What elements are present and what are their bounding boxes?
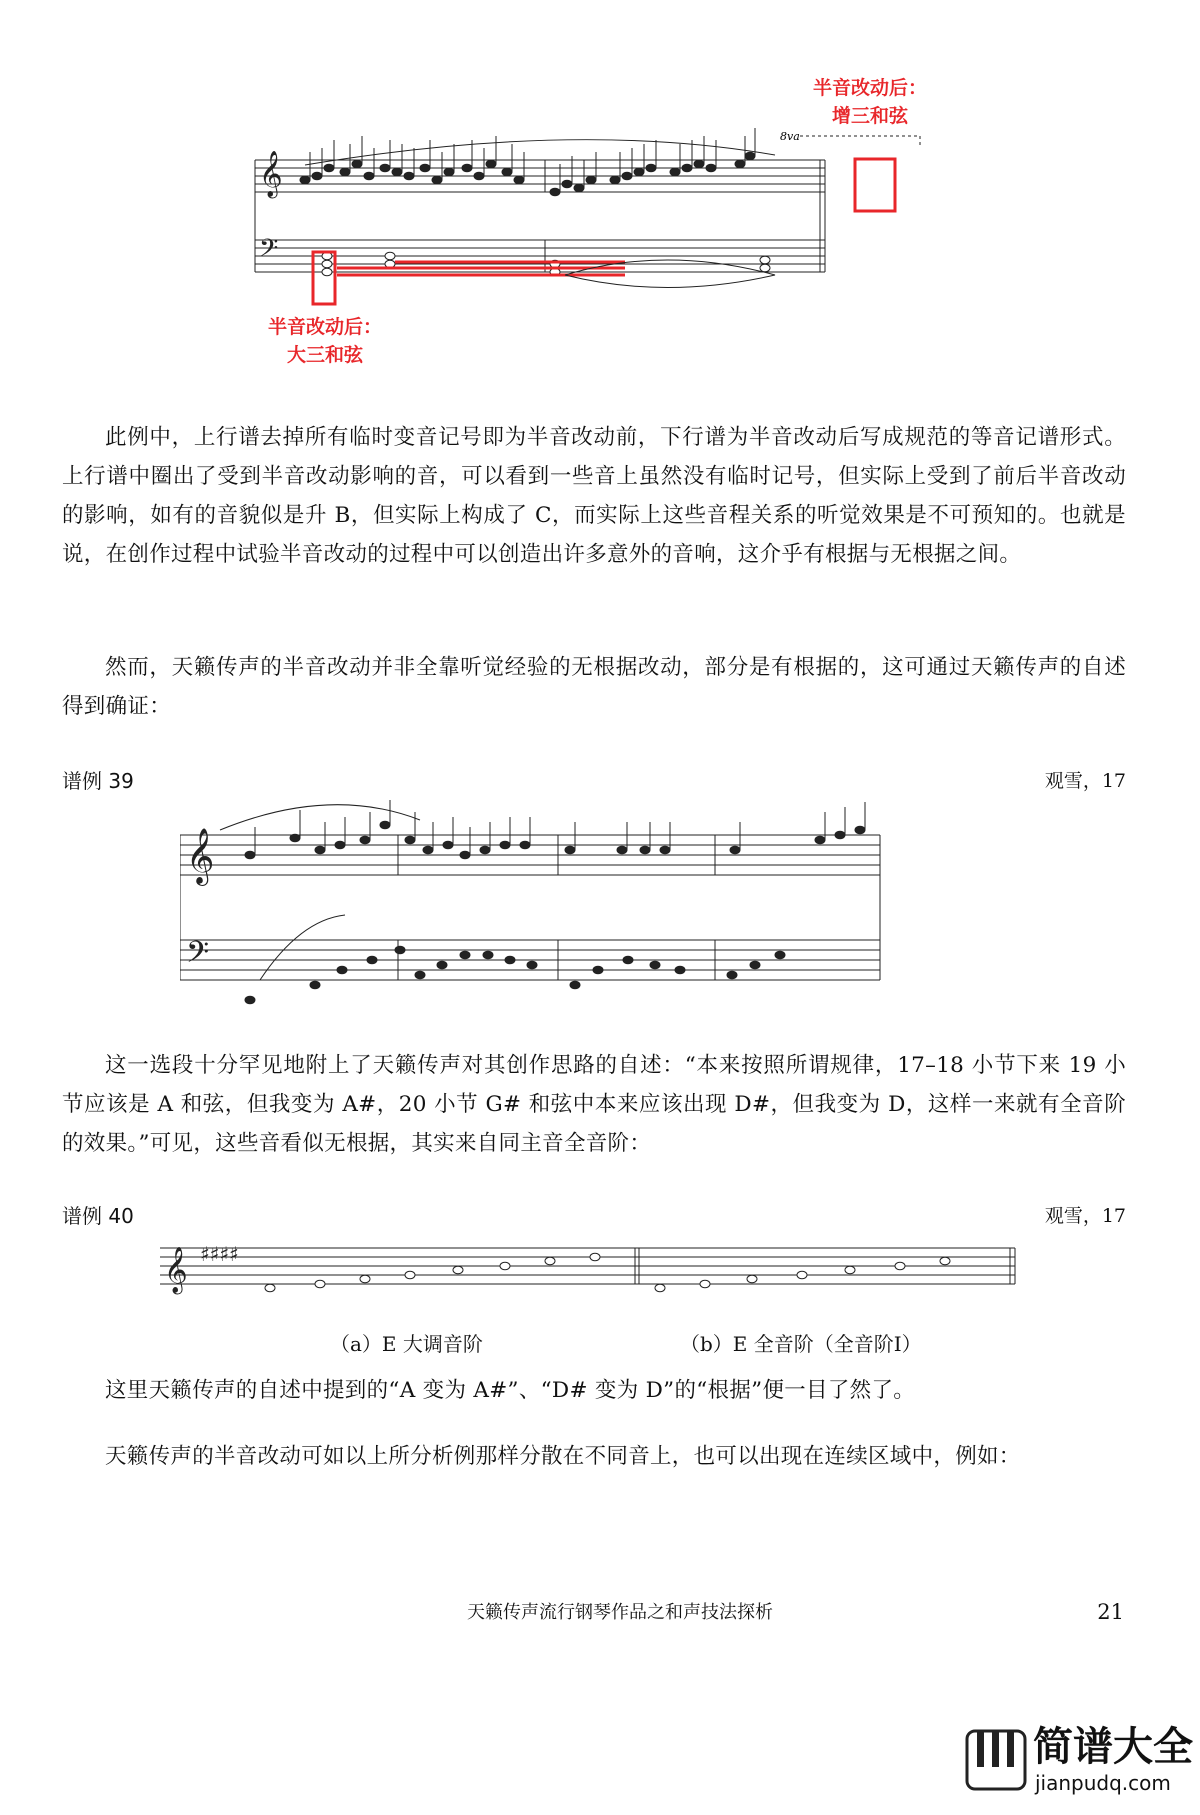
score-example-40 bbox=[160, 1235, 1030, 1305]
note-head bbox=[460, 951, 470, 959]
note-head bbox=[727, 971, 737, 979]
note-head bbox=[845, 1266, 855, 1274]
note-head bbox=[940, 1257, 950, 1265]
watermark-url: jianpudq.com bbox=[1035, 1771, 1171, 1795]
annotation-augmented-triad bbox=[795, 74, 945, 130]
paragraph: 此例中，上行谱去掉所有临时变音记号即为半音改动前，下行谱为半音改动后写成规范的等音记谱形式。上行谱中圈出了受到半音改动影响的音，可以看到一些音上虽然没有临时记号，但实际上受到了前后半音改动的影响，如有的音貌似是升 B，但实际上构成了 C，而实际上这些音程关系的听觉效果是不可预知的。也就是说，在创作过程中试验半音改动的过程中可以创造出许多意外的音响，这介乎有根据与无根据之间。 bbox=[62, 425, 1126, 567]
note-head bbox=[545, 1257, 555, 1265]
note-head bbox=[453, 1266, 463, 1274]
note-head bbox=[395, 946, 405, 954]
note-head bbox=[322, 260, 332, 268]
note-head bbox=[310, 981, 320, 989]
bass-clef-icon: 𝄢 bbox=[186, 936, 210, 977]
note-head bbox=[315, 846, 325, 854]
watermark-logo bbox=[965, 1725, 1195, 1800]
example-label: 谱例 39 bbox=[62, 769, 134, 793]
note-head bbox=[815, 836, 825, 844]
note-head bbox=[290, 834, 300, 842]
annotation-line: 半音改动后： bbox=[812, 77, 927, 99]
key-signature: ♯♯♯♯ bbox=[200, 1242, 239, 1266]
note-head bbox=[735, 160, 745, 168]
caption-b: （b）E 全音阶（全音阶Ⅰ） bbox=[680, 1332, 922, 1356]
highlight-box bbox=[313, 252, 335, 304]
note-head bbox=[617, 846, 627, 854]
note-head bbox=[570, 981, 580, 989]
note-head bbox=[335, 841, 345, 849]
annotation-line: 半音改动后： bbox=[267, 316, 382, 338]
note-head bbox=[622, 172, 632, 180]
note-head bbox=[415, 971, 425, 979]
note-head bbox=[443, 841, 453, 849]
note-head bbox=[760, 256, 770, 264]
note-head bbox=[730, 846, 740, 854]
note-head bbox=[500, 841, 510, 849]
note-head bbox=[423, 846, 433, 854]
footer-title: 天籁传声流行钢琴作品之和声技法探析 bbox=[467, 1602, 773, 1623]
note-head bbox=[797, 1271, 807, 1279]
note-head bbox=[265, 1284, 275, 1292]
note-head bbox=[312, 172, 322, 180]
note-head bbox=[480, 846, 490, 854]
note-head bbox=[706, 164, 716, 172]
octave-mark: 8va bbox=[780, 130, 800, 143]
note-head bbox=[623, 956, 633, 964]
note-head bbox=[694, 160, 704, 168]
note-head bbox=[474, 172, 484, 180]
note-head bbox=[385, 252, 395, 260]
note-head bbox=[245, 996, 255, 1004]
note-head bbox=[404, 172, 414, 180]
note-head bbox=[405, 836, 415, 844]
note-head bbox=[650, 961, 660, 969]
note-head bbox=[565, 846, 575, 854]
annotation-line: 增三和弦 bbox=[831, 105, 908, 127]
note-head bbox=[322, 268, 332, 276]
note-head bbox=[300, 176, 310, 184]
note-head bbox=[562, 180, 572, 188]
note-head bbox=[420, 164, 430, 172]
note-head bbox=[486, 160, 496, 168]
annotation-line: 大三和弦 bbox=[286, 344, 363, 366]
note-head bbox=[337, 966, 347, 974]
note-head bbox=[670, 168, 680, 176]
note-head bbox=[405, 1271, 415, 1279]
annotation-major-triad bbox=[250, 313, 400, 369]
example-source: 观雪，17 bbox=[1044, 770, 1126, 792]
note-head bbox=[634, 168, 644, 176]
note-head bbox=[610, 176, 620, 184]
note-head bbox=[340, 168, 350, 176]
note-head bbox=[500, 1262, 510, 1270]
note-head bbox=[432, 176, 442, 184]
note-head bbox=[660, 846, 670, 854]
note-head bbox=[324, 164, 334, 172]
note-head bbox=[655, 1284, 665, 1292]
score-example-38 bbox=[245, 125, 945, 315]
note-head bbox=[367, 956, 377, 964]
note-head bbox=[360, 836, 370, 844]
highlight-box bbox=[855, 159, 895, 211]
caption-a: （a）E 大调音阶 bbox=[330, 1332, 483, 1356]
note-head bbox=[502, 168, 512, 176]
note-head bbox=[700, 1280, 710, 1288]
note-head bbox=[574, 184, 584, 192]
note-head bbox=[760, 264, 770, 272]
note-head bbox=[682, 164, 692, 172]
watermark-text: 简谱大全 bbox=[1033, 1724, 1193, 1770]
note-head bbox=[437, 961, 447, 969]
note-head bbox=[590, 1253, 600, 1261]
note-head bbox=[514, 176, 524, 184]
note-head bbox=[505, 956, 515, 964]
note-head bbox=[895, 1262, 905, 1270]
paragraph: 天籁传声的半音改动可如以上所分析例那样分散在不同音上，也可以出现在连续区域中，例如： bbox=[105, 1444, 1021, 1469]
note-head bbox=[245, 851, 255, 859]
note-head bbox=[444, 168, 454, 176]
note-head bbox=[745, 152, 755, 160]
bass-clef-icon: 𝄢 bbox=[259, 234, 279, 269]
note-head bbox=[640, 846, 650, 854]
note-head bbox=[360, 1275, 370, 1283]
note-head bbox=[593, 966, 603, 974]
score-example-39 bbox=[180, 800, 1020, 1035]
paragraph: 然而，天籁传声的半音改动并非全靠听觉经验的无根据改动，部分是有根据的，这可通过天籁传声的自述得到确证： bbox=[62, 655, 1126, 719]
treble-clef-icon: 𝄞 bbox=[164, 1247, 188, 1293]
note-head bbox=[550, 188, 560, 196]
note-head bbox=[855, 826, 865, 834]
note-head bbox=[520, 841, 530, 849]
note-head bbox=[380, 821, 390, 829]
note-head bbox=[646, 164, 656, 172]
note-head bbox=[462, 164, 472, 172]
note-head bbox=[483, 951, 493, 959]
note-head bbox=[527, 961, 537, 969]
note-head bbox=[775, 951, 785, 959]
note-head bbox=[364, 172, 374, 180]
note-head bbox=[747, 1275, 757, 1283]
note-head bbox=[392, 168, 402, 176]
note-head bbox=[460, 851, 470, 859]
note-head bbox=[586, 176, 596, 184]
paragraph: 这里天籁传声的自述中提到的“A 变为 A#”、“D# 变为 D”的“根据”便一目了然了。 bbox=[105, 1378, 916, 1403]
note-head bbox=[835, 831, 845, 839]
note-head bbox=[380, 164, 390, 172]
note-head bbox=[352, 160, 362, 168]
treble-clef-icon: 𝄞 bbox=[186, 828, 215, 884]
note-head bbox=[750, 961, 760, 969]
treble-clef-icon: 𝄞 bbox=[259, 151, 283, 197]
piano-keys-icon bbox=[965, 1729, 1027, 1791]
page-number: 21 bbox=[1097, 1600, 1124, 1624]
example-source: 观雪，17 bbox=[1044, 1205, 1126, 1227]
note-head bbox=[675, 966, 685, 974]
example-label: 谱例 40 bbox=[62, 1204, 134, 1228]
note-head bbox=[315, 1280, 325, 1288]
paragraph: 这一选段十分罕见地附上了天籁传声对其创作思路的自述：“本来按照所谓规律，17–18 小节下来 19 小节应该是 A 和弦，但我变为 A#，20 小节 G# 和弦中本来应该出现 D#，但我变为 D，这样一来就有全音阶的效果。”可见，这些音看似无根据，其实来自同主音全音阶： bbox=[62, 1053, 1126, 1156]
